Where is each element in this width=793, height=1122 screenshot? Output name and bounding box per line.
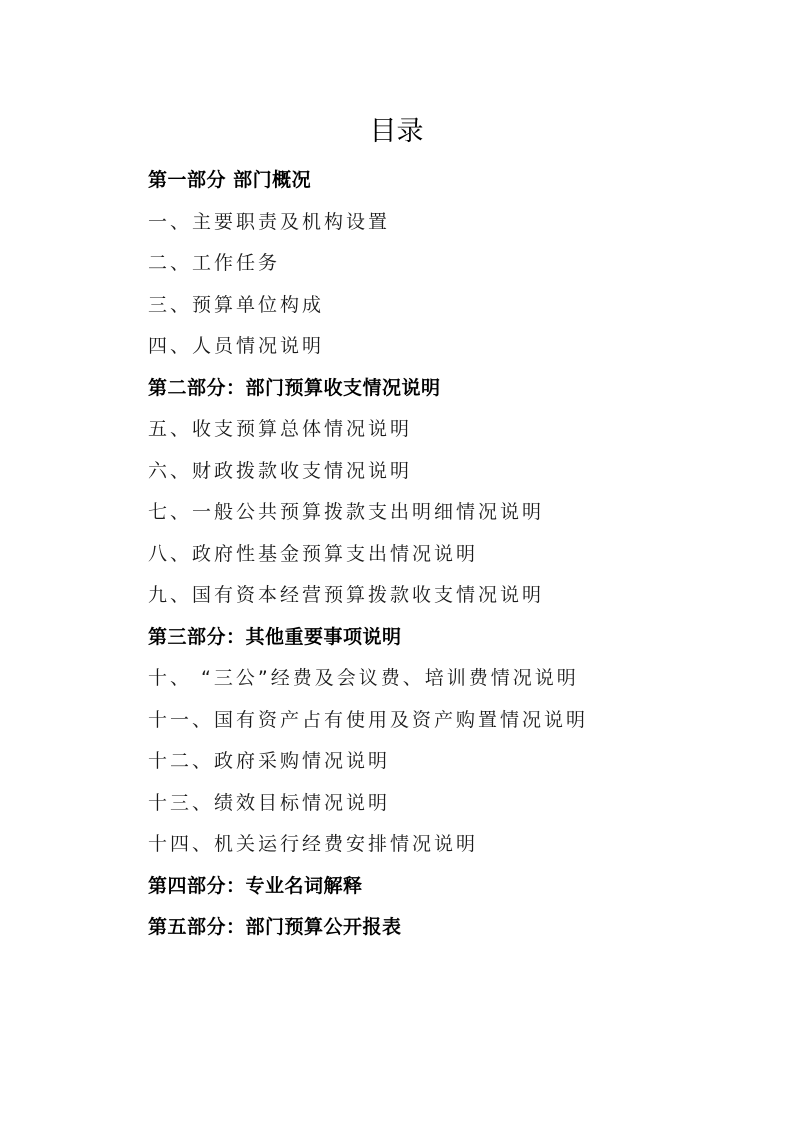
page-title: 目录 <box>369 116 424 147</box>
toc-item[interactable]: 五、收支预算总体情况说明 <box>148 418 413 440</box>
toc-item[interactable]: 十四、机关运行经费安排情况说明 <box>148 833 479 855</box>
toc-item[interactable]: 八、政府性基金预算支出情况说明 <box>148 542 479 565</box>
toc-item[interactable]: 一、主要职责及机构设置 <box>148 210 391 233</box>
toc-part-heading[interactable]: 第四部分：专业名词解释 <box>148 874 363 897</box>
table-of-contents <box>148 160 748 949</box>
toc-item[interactable]: 六、财政拨款收支情况说明 <box>148 459 413 482</box>
toc-item[interactable]: 七、一般公共预算拨款支出明细情况说明 <box>148 501 545 523</box>
toc-item[interactable]: 十三、绩效目标情况说明 <box>148 791 391 814</box>
toc-part-heading[interactable]: 第三部分：其他重要事项说明 <box>148 625 402 648</box>
toc-item[interactable]: 九、国有资本经营预算拨款收支情况说明 <box>148 584 545 606</box>
toc-item[interactable]: 十二、政府采购情况说明 <box>148 750 391 772</box>
toc-part-heading[interactable]: 第五部分：部门预算公开报表 <box>148 916 402 938</box>
toc-item[interactable]: 二、工作任务 <box>148 252 281 274</box>
toc-item[interactable]: 四、人员情况说明 <box>148 335 325 357</box>
toc-part-heading[interactable]: 第一部分 部门概况 <box>148 169 312 191</box>
toc-item[interactable]: 十一、国有资产占有使用及资产购置情况说明 <box>148 708 589 731</box>
toc-item[interactable]: 十、 “三公”经费及会议费、培训费情况说明 <box>148 667 579 689</box>
toc-item[interactable]: 三、预算单位构成 <box>148 293 325 316</box>
toc-part-heading[interactable]: 第二部分：部门预算收支情况说明 <box>148 376 441 399</box>
